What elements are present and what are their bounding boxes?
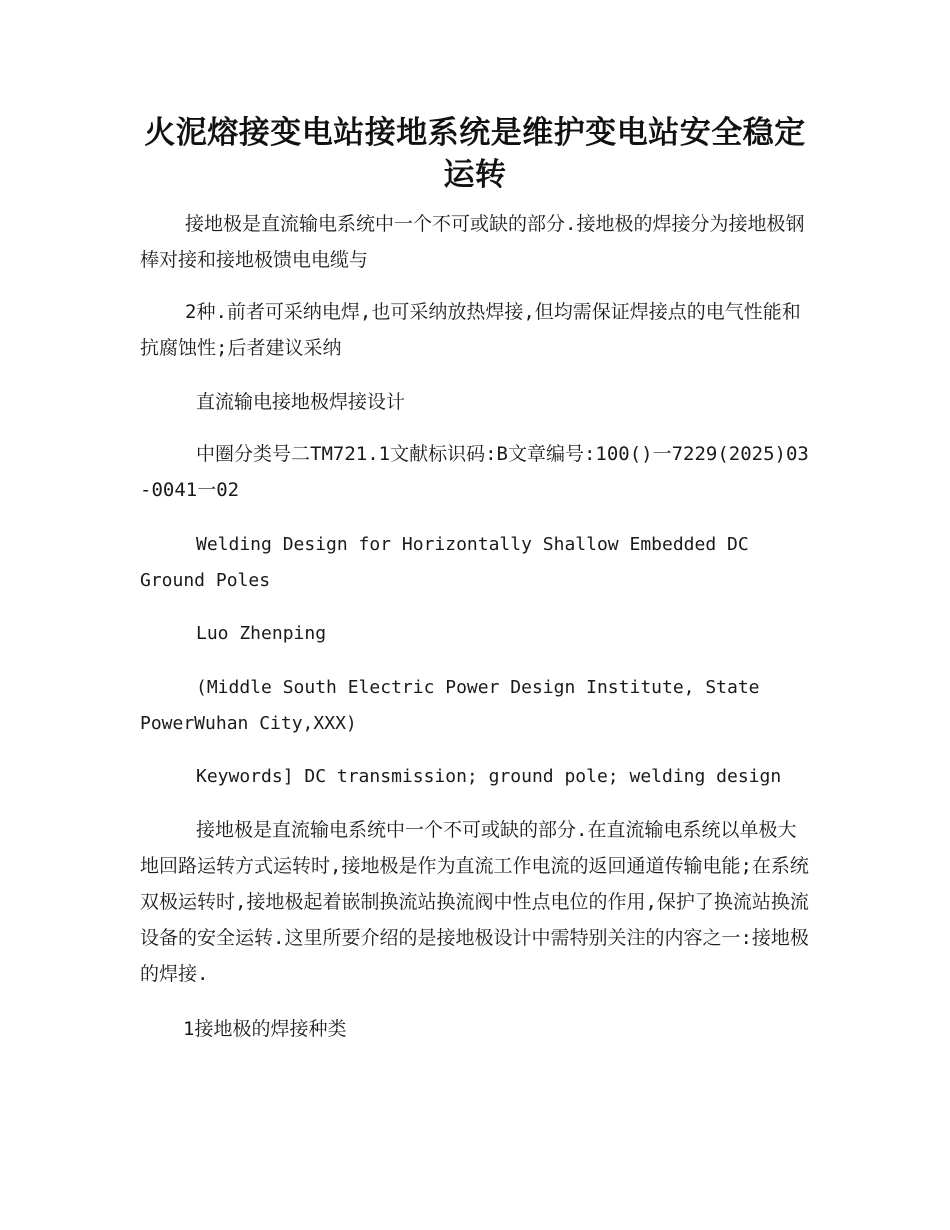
section-heading: 1接地极的焊接种类 [183, 1018, 347, 1040]
article-title-cn: 直流输电接地极焊接设计 [196, 391, 406, 413]
article-title-en: Welding Design for Horizontally Shallow Embedded DC Ground Poles [140, 534, 749, 591]
classification-info: 中圈分类号二TM721.1文献标识码:B文章编号:100()一7229(2025)03-0041一02 [140, 443, 809, 501]
intro-paragraph: 接地极是直流输电系统中一个不可或缺的部分.接地极的焊接分为接地极钢棒对接和接地极馈电电缆与 [140, 213, 805, 271]
author-affiliation: (Middle South Electric Power Design Institute, State PowerWuhan City,XXX) [140, 677, 760, 734]
body-paragraph: 接地极是直流输电系统中一个不可或缺的部分.在直流输电系统以单极大地回路运转方式运转时,接地极是作为直流工作电流的返回通道传输电能;在系统双极运转时,接地极起着嵌制换流站换流阀中性点电位的作用,保护了换流站换流设备的安全运转.这里所要介绍的是接地极设计中需特别关注的内容之一:接地极的焊接. [140, 819, 809, 985]
document-title: 火泥熔接变电站接地系统是维护变电站安全稳定运转 [144, 115, 806, 193]
keywords-line: Keywords] DC transmission; ground pole; welding design [196, 766, 782, 787]
author-name: Luo Zhenping [196, 623, 327, 644]
welding-methods-paragraph: 2种.前者可采纳电焊,也可采纳放热焊接,但均需保证焊接点的电气性能和抗腐蚀性;后者建议采纳 [140, 301, 801, 359]
